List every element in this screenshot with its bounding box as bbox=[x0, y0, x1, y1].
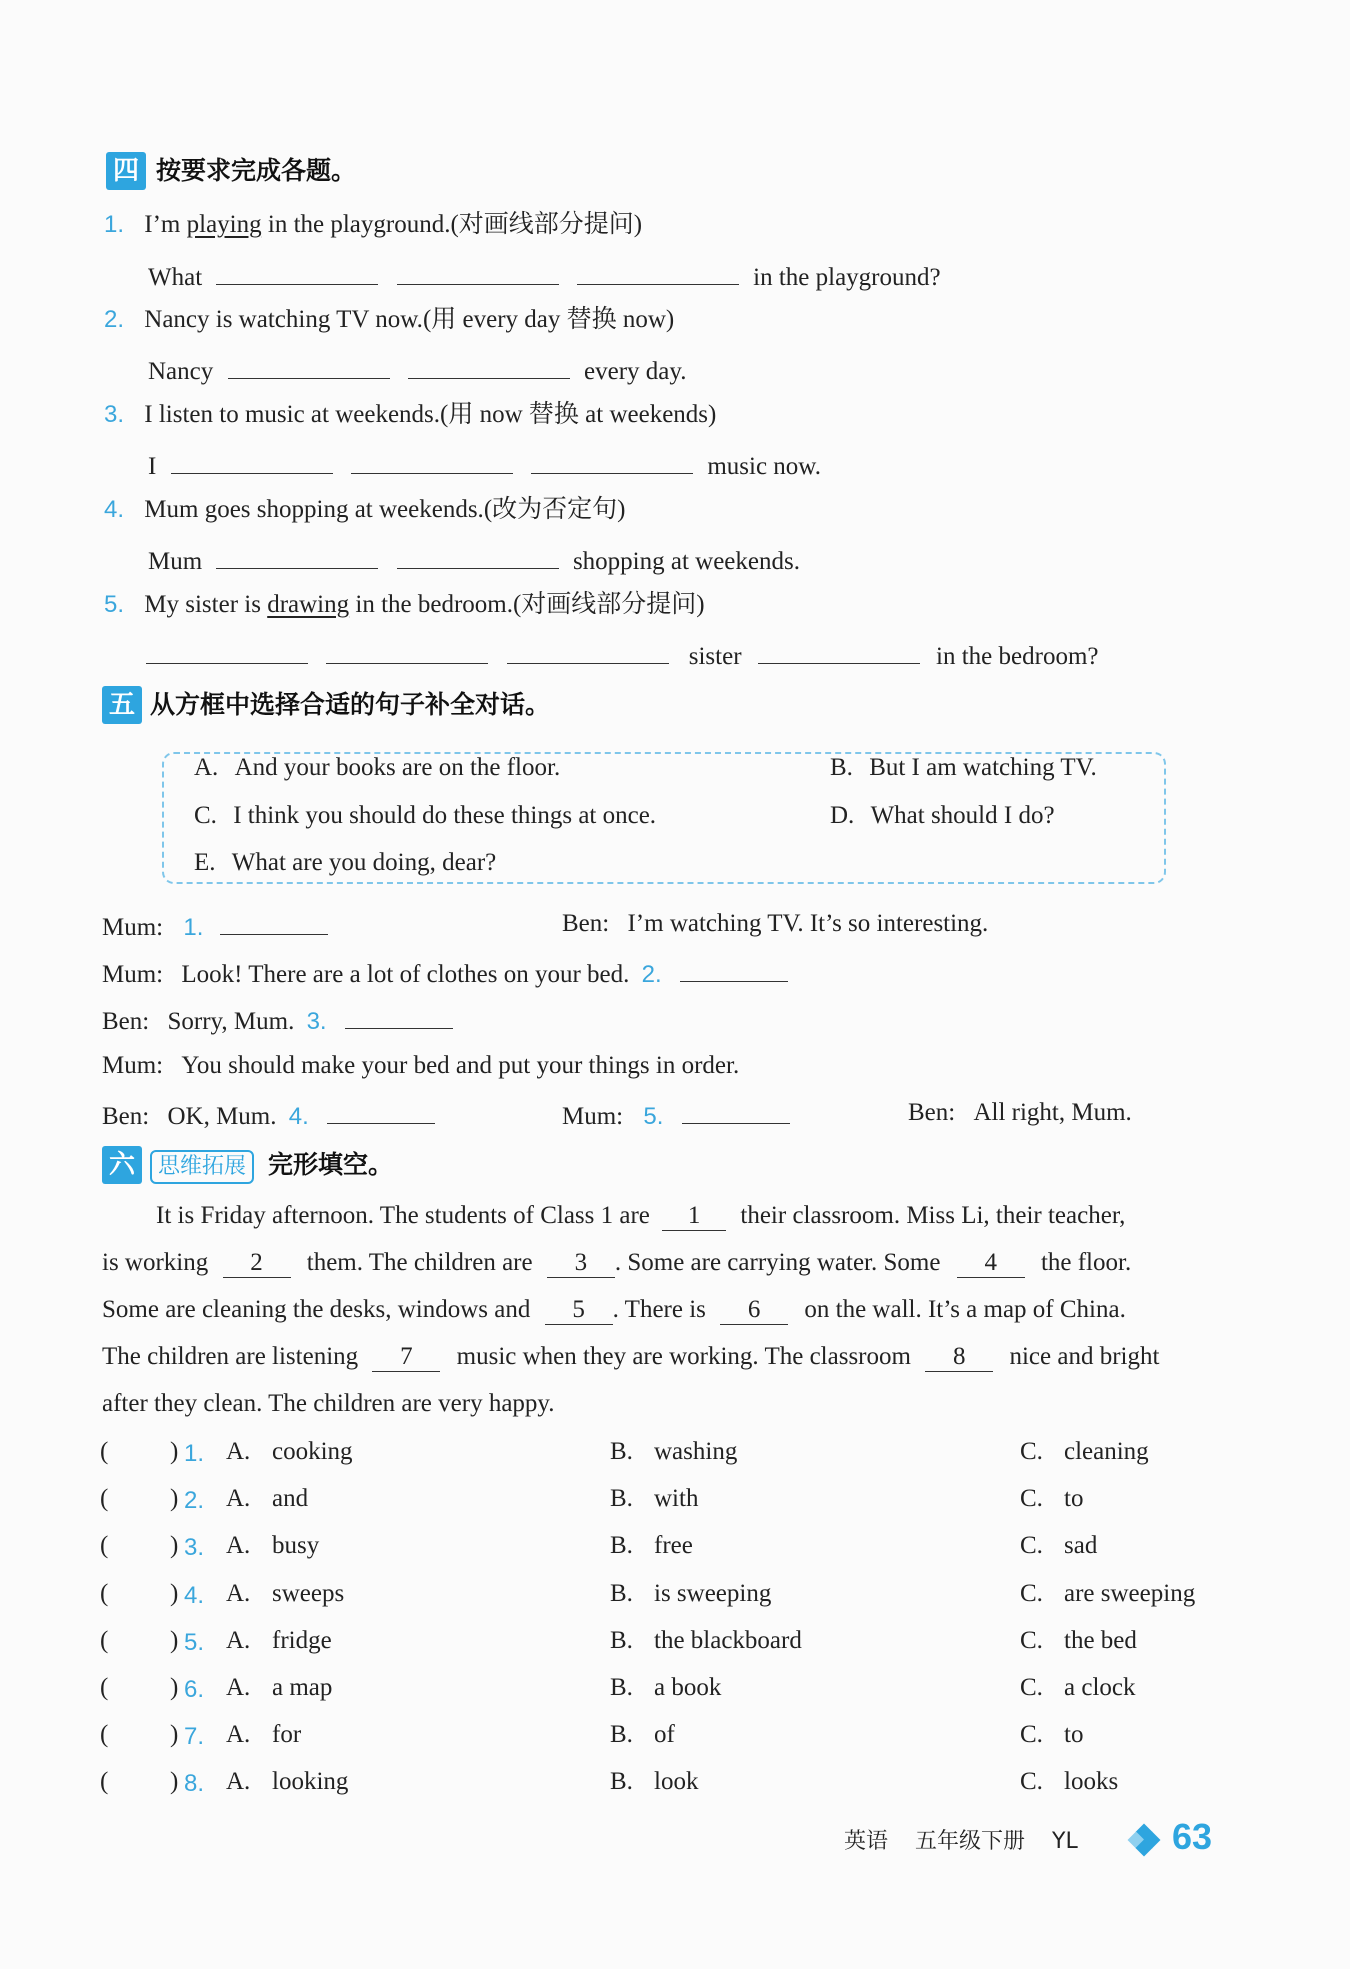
speaker: Mum: bbox=[102, 1052, 164, 1079]
answer-paren-right: ) bbox=[170, 1485, 179, 1512]
choice-c-text: cleaning bbox=[1064, 1438, 1149, 1465]
footer-grade: 五年级下册 bbox=[915, 1829, 1026, 1854]
question-number: 3. bbox=[184, 1534, 205, 1561]
passage-text: . Some are carrying water. Some bbox=[614, 1249, 941, 1276]
answer-slot[interactable] bbox=[112, 1483, 170, 1515]
choice-a-text: sweeps bbox=[272, 1580, 345, 1607]
answer-paren-left: ( bbox=[100, 1532, 109, 1559]
s4-q5-note: (对画线部分提问) bbox=[512, 591, 705, 618]
option-text: But I am watching TV. bbox=[869, 754, 1097, 781]
speaker: Ben: bbox=[908, 1099, 956, 1126]
answer-paren-right: ) bbox=[170, 1768, 179, 1795]
choice-a-letter: A. bbox=[226, 1768, 251, 1795]
passage-text: The children are listening bbox=[102, 1343, 359, 1370]
choice-b-letter: B. bbox=[610, 1721, 633, 1748]
section-4-badge: 四 bbox=[106, 152, 146, 190]
choice-b-letter: B. bbox=[610, 1438, 633, 1465]
option-a bbox=[194, 752, 560, 784]
answer-blank[interactable] bbox=[577, 258, 739, 285]
s4-q3 bbox=[104, 399, 716, 431]
s4-q4-text: Mum goes shopping at weekends. bbox=[144, 496, 484, 523]
s4-q2-answer-post: every day. bbox=[584, 358, 687, 385]
dialogue-line-4 bbox=[102, 1050, 739, 1082]
question-number: 2. bbox=[184, 1487, 205, 1514]
passage-line-2 bbox=[102, 1247, 1131, 1279]
s4-q2 bbox=[104, 304, 674, 336]
s4-q2-answer-pre: Nancy bbox=[148, 358, 214, 385]
choice-a-letter: A. bbox=[226, 1721, 251, 1748]
diamond-icon bbox=[1130, 1826, 1158, 1854]
answer-paren-right: ) bbox=[170, 1532, 179, 1559]
passage-text: after they clean. The children are very happy. bbox=[102, 1390, 555, 1417]
answer-blank[interactable] bbox=[531, 447, 693, 474]
choice-a-text: busy bbox=[272, 1532, 320, 1559]
choice-b-text: is sweeping bbox=[654, 1580, 772, 1607]
speaker: Mum: bbox=[102, 914, 164, 941]
choice-b-text: look bbox=[654, 1768, 699, 1795]
cloze-blank[interactable]: 4 bbox=[957, 1249, 1025, 1278]
answer-slot[interactable] bbox=[112, 1625, 170, 1657]
footer-edition: YL bbox=[1052, 1829, 1078, 1854]
speaker: Ben: bbox=[102, 1103, 150, 1130]
blank-number: 4. bbox=[288, 1103, 309, 1130]
answer-slot[interactable] bbox=[112, 1766, 170, 1798]
dialogue-text: All right, Mum. bbox=[973, 1099, 1132, 1126]
passage-line-4 bbox=[102, 1341, 1159, 1373]
choice-a-text: looking bbox=[272, 1768, 349, 1795]
s4-q4-answer bbox=[148, 542, 800, 578]
answer-blank[interactable] bbox=[680, 955, 788, 982]
cloze-blank[interactable]: 3 bbox=[547, 1249, 615, 1278]
question-number: 7. bbox=[184, 1723, 205, 1750]
dialogue-line-5 bbox=[102, 1097, 435, 1133]
passage-text: . There is bbox=[612, 1296, 706, 1323]
page-number: 63 bbox=[1172, 1816, 1213, 1857]
passage-text: Some are cleaning the desks, windows and bbox=[102, 1296, 531, 1323]
answer-paren-right: ) bbox=[170, 1438, 179, 1465]
choice-b-letter: B. bbox=[610, 1768, 633, 1795]
speaker: Ben: bbox=[102, 1008, 150, 1035]
s4-q5-text-post: in the bedroom. bbox=[355, 591, 513, 618]
answer-paren-left: ( bbox=[100, 1580, 109, 1607]
s4-q3-answer bbox=[148, 447, 821, 483]
question-number: 4. bbox=[184, 1582, 205, 1609]
cloze-blank[interactable]: 6 bbox=[720, 1296, 788, 1325]
choice-a-letter: A. bbox=[226, 1627, 251, 1654]
answer-paren-left: ( bbox=[100, 1721, 109, 1748]
choice-c-text: to bbox=[1064, 1485, 1084, 1512]
s4-q1-text-post: in the playground. bbox=[267, 211, 451, 238]
s4-q2-note: (用 every day 替换 now) bbox=[422, 306, 675, 333]
s4-q3-text: I listen to music at weekends. bbox=[144, 401, 441, 428]
passage-line-3 bbox=[102, 1294, 1126, 1326]
dialogue-line-1-reply bbox=[562, 908, 988, 940]
dialogue-text: Sorry, Mum. bbox=[167, 1008, 295, 1035]
section-4-title: 按要求完成各题。 bbox=[156, 156, 357, 185]
s4-q1-answer-post: in the playground? bbox=[753, 264, 941, 291]
s4-q4-number: 4. bbox=[104, 496, 125, 523]
option-c bbox=[194, 800, 656, 832]
answer-paren-left: ( bbox=[100, 1627, 109, 1654]
s4-q3-number: 3. bbox=[104, 401, 125, 428]
s4-q1-number: 1. bbox=[104, 211, 125, 238]
s4-q1-text-pre: I’m bbox=[144, 211, 181, 238]
dialogue-line-1 bbox=[102, 908, 328, 944]
speaker: Mum: bbox=[562, 1103, 624, 1130]
section-5-badge: 五 bbox=[102, 686, 142, 724]
option-letter: E. bbox=[194, 849, 216, 876]
blank-number: 5. bbox=[643, 1103, 664, 1130]
footer bbox=[844, 1824, 1078, 1855]
choice-c-letter: C. bbox=[1020, 1721, 1043, 1748]
option-b bbox=[830, 752, 1097, 784]
passage-text: them. The children are bbox=[306, 1249, 533, 1276]
choice-b-letter: B. bbox=[610, 1627, 633, 1654]
s4-q5-answer bbox=[146, 637, 1098, 673]
option-e bbox=[194, 847, 496, 879]
choice-a-letter: A. bbox=[226, 1438, 251, 1465]
answer-blank[interactable] bbox=[171, 447, 333, 474]
s4-q4-note: (改为否定句) bbox=[483, 496, 626, 523]
question-number: 5. bbox=[184, 1629, 205, 1656]
choice-a-letter: A. bbox=[226, 1674, 251, 1701]
passage-text: on the wall. It’s a map of China. bbox=[804, 1296, 1126, 1323]
section-5-header bbox=[102, 686, 550, 724]
option-letter: B. bbox=[830, 754, 853, 781]
answer-paren-right: ) bbox=[170, 1674, 179, 1701]
option-d bbox=[830, 800, 1055, 832]
answer-blank[interactable] bbox=[682, 1097, 790, 1124]
s4-q5-text-pre: My sister is bbox=[144, 591, 261, 618]
passage-text: the floor. bbox=[1040, 1249, 1132, 1276]
dialogue-text: Look! There are a lot of clothes on your bed. bbox=[181, 961, 630, 988]
choice-c-letter: C. bbox=[1020, 1485, 1043, 1512]
answer-blank[interactable] bbox=[146, 637, 308, 664]
answer-paren-left: ( bbox=[100, 1438, 109, 1465]
s4-q1 bbox=[104, 209, 642, 241]
choice-c-text: to bbox=[1064, 1721, 1084, 1748]
answer-blank[interactable] bbox=[228, 352, 390, 379]
cloze-blank[interactable]: 5 bbox=[545, 1296, 613, 1325]
answer-blank[interactable] bbox=[758, 637, 920, 664]
choice-a-text: a map bbox=[272, 1674, 333, 1701]
s4-q2-number: 2. bbox=[104, 306, 125, 333]
choice-c-letter: C. bbox=[1020, 1768, 1043, 1795]
choice-c-text: looks bbox=[1064, 1768, 1119, 1795]
choice-b-letter: B. bbox=[610, 1674, 633, 1701]
passage-text: It is Friday afternoon. The students of Class 1 are bbox=[156, 1202, 650, 1229]
section-4-header bbox=[106, 152, 356, 190]
s4-q4-answer-post: shopping at weekends. bbox=[572, 548, 800, 575]
s4-q5 bbox=[104, 589, 705, 621]
choice-a-text: for bbox=[272, 1721, 302, 1748]
s4-q1-answer bbox=[148, 258, 941, 294]
answer-paren-right: ) bbox=[170, 1580, 179, 1607]
cloze-blank[interactable]: 1 bbox=[662, 1202, 726, 1231]
choice-c-text: a clock bbox=[1064, 1674, 1136, 1701]
choice-c-text: sad bbox=[1064, 1532, 1098, 1559]
answer-paren-left: ( bbox=[100, 1485, 109, 1512]
choice-b-text: of bbox=[654, 1721, 675, 1748]
choice-b-text: washing bbox=[654, 1438, 738, 1465]
choice-a-letter: A. bbox=[226, 1532, 251, 1559]
footer-subject: 英语 bbox=[844, 1829, 889, 1854]
choice-a-letter: A. bbox=[226, 1485, 251, 1512]
option-letter: A. bbox=[194, 754, 219, 781]
s4-q1-note: (对画线部分提问) bbox=[450, 211, 643, 238]
option-text: I think you should do these things at once. bbox=[233, 802, 657, 829]
passage-text: is working bbox=[102, 1249, 209, 1276]
answer-paren-left: ( bbox=[100, 1768, 109, 1795]
choice-b-text: the blackboard bbox=[654, 1627, 802, 1654]
s4-q2-answer bbox=[148, 352, 687, 388]
s4-q5-answer-post: in the bedroom? bbox=[936, 643, 1099, 670]
dialogue-line-5-mum bbox=[562, 1097, 790, 1133]
passage-line-5 bbox=[102, 1388, 555, 1420]
choice-c-letter: C. bbox=[1020, 1532, 1043, 1559]
answer-blank[interactable] bbox=[507, 637, 669, 664]
choice-c-text: are sweeping bbox=[1064, 1580, 1196, 1607]
section-6-header bbox=[102, 1146, 393, 1184]
choice-b-letter: B. bbox=[610, 1485, 633, 1512]
passage-line-1 bbox=[156, 1200, 1125, 1232]
dialogue-text: I’m watching TV. It’s so interesting. bbox=[627, 910, 989, 937]
question-number: 8. bbox=[184, 1770, 205, 1797]
option-letter: C. bbox=[194, 802, 217, 829]
speaker: Mum: bbox=[102, 961, 164, 988]
answer-blank[interactable] bbox=[351, 447, 513, 474]
choice-c-letter: C. bbox=[1020, 1627, 1043, 1654]
answer-slot[interactable] bbox=[112, 1672, 170, 1704]
choice-c-letter: C. bbox=[1020, 1674, 1043, 1701]
answer-slot[interactable] bbox=[112, 1436, 170, 1468]
s4-q3-note: (用 now 替换 at weekends) bbox=[440, 401, 717, 428]
dialogue-line-3 bbox=[102, 1002, 453, 1038]
s4-q5-answer-mid: sister bbox=[688, 643, 742, 670]
blank-number: 3. bbox=[306, 1008, 327, 1035]
thinking-expansion-tag: 思维拓展 bbox=[150, 1150, 254, 1184]
answer-paren-right: ) bbox=[170, 1721, 179, 1748]
answer-blank[interactable] bbox=[408, 352, 570, 379]
answer-paren-left: ( bbox=[100, 1674, 109, 1701]
s4-q2-text: Nancy is watching TV now. bbox=[144, 306, 423, 333]
choice-a-letter: A. bbox=[226, 1580, 251, 1607]
s4-q4-answer-pre: Mum bbox=[148, 548, 203, 575]
choice-b-text: free bbox=[654, 1532, 693, 1559]
option-text: And your books are on the floor. bbox=[234, 754, 561, 781]
answer-blank[interactable] bbox=[216, 258, 378, 285]
answer-blank[interactable] bbox=[397, 542, 559, 569]
option-text: What are you doing, dear? bbox=[231, 849, 497, 876]
answer-blank[interactable] bbox=[345, 1002, 453, 1029]
passage-text: nice and bright bbox=[1009, 1343, 1160, 1370]
passage-text: their classroom. Miss Li, their teacher, bbox=[740, 1202, 1126, 1229]
dialogue-line-5-ben bbox=[908, 1097, 1132, 1129]
passage-text: music when they are working. The classroom bbox=[456, 1343, 911, 1370]
dialogue-line-2 bbox=[102, 955, 788, 991]
answer-blank[interactable] bbox=[220, 908, 328, 935]
answer-blank[interactable] bbox=[216, 542, 378, 569]
option-letter: D. bbox=[830, 802, 855, 829]
question-number: 6. bbox=[184, 1676, 205, 1703]
answer-paren-right: ) bbox=[170, 1627, 179, 1654]
cloze-blank[interactable]: 2 bbox=[223, 1249, 291, 1278]
answer-slot[interactable] bbox=[112, 1530, 170, 1562]
s4-q5-number: 5. bbox=[104, 591, 125, 618]
cloze-blank[interactable]: 7 bbox=[372, 1343, 440, 1372]
s4-q5-underlined: drawing bbox=[267, 591, 350, 618]
answer-slot[interactable] bbox=[112, 1578, 170, 1610]
answer-blank[interactable] bbox=[326, 637, 488, 664]
answer-slot[interactable] bbox=[112, 1719, 170, 1751]
answer-blank[interactable] bbox=[397, 258, 559, 285]
choice-c-letter: C. bbox=[1020, 1580, 1043, 1607]
choice-a-text: cooking bbox=[272, 1438, 353, 1465]
choice-b-letter: B. bbox=[610, 1580, 633, 1607]
choice-c-letter: C. bbox=[1020, 1438, 1043, 1465]
cloze-blank[interactable]: 8 bbox=[925, 1343, 993, 1372]
s4-q1-underlined: playing bbox=[186, 211, 262, 238]
s4-q3-answer-post: music now. bbox=[707, 453, 821, 480]
section-6-title: 完形填空。 bbox=[268, 1150, 394, 1179]
dialogue-text: You should make your bed and put your things in order. bbox=[181, 1052, 740, 1079]
blank-number: 1. bbox=[183, 914, 204, 941]
question-number: 1. bbox=[184, 1440, 205, 1467]
choice-c-text: the bed bbox=[1064, 1627, 1137, 1654]
answer-blank[interactable] bbox=[327, 1097, 435, 1124]
blank-number: 2. bbox=[641, 961, 662, 988]
dialogue-text: OK, Mum. bbox=[167, 1103, 277, 1130]
section-6-badge: 六 bbox=[102, 1146, 142, 1184]
choice-a-text: fridge bbox=[272, 1627, 332, 1654]
choice-b-letter: B. bbox=[610, 1532, 633, 1559]
s4-q4 bbox=[104, 494, 625, 526]
s4-q3-answer-pre: I bbox=[148, 453, 157, 480]
choice-b-text: a book bbox=[654, 1674, 722, 1701]
choice-a-text: and bbox=[272, 1485, 309, 1512]
option-text: What should I do? bbox=[870, 802, 1055, 829]
section-5-title: 从方框中选择合适的句子补全对话。 bbox=[150, 690, 551, 719]
s4-q1-answer-pre: What bbox=[148, 264, 203, 291]
choice-b-text: with bbox=[654, 1485, 699, 1512]
speaker: Ben: bbox=[562, 910, 610, 937]
